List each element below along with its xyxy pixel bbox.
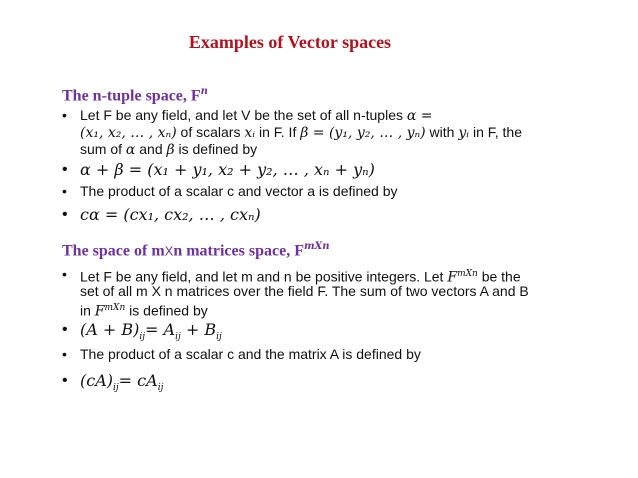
- math: α: [125, 142, 136, 158]
- text: with: [425, 124, 459, 140]
- heading-x: X: [164, 243, 174, 259]
- bullet: •: [62, 161, 68, 178]
- text: of scalars: [176, 124, 245, 140]
- bullet: •: [62, 183, 67, 199]
- math: = A: [145, 320, 176, 339]
- text: Let F be any field, and let V be the set of all n-tuples: [80, 107, 407, 123]
- math: β = (y₁, y₂, … , yₙ): [300, 125, 426, 141]
- heading-text: The n-tuple space, F: [62, 87, 201, 105]
- page-title: Examples of Vector spaces: [188, 32, 392, 52]
- math-subscript: ij: [139, 332, 146, 343]
- text: is defined by: [125, 302, 208, 319]
- sum-formula: α + β = (x₁ + y₁, x₂ + y₂, … , xₙ + yₙ): [80, 160, 375, 179]
- text: be the: [477, 268, 521, 285]
- math-subscript: ij: [216, 332, 222, 343]
- math: F: [447, 269, 458, 286]
- matrix-scalar-formula: [80, 372, 600, 397]
- heading-text: n matrices space, F: [173, 242, 304, 260]
- text: Let F be any field, and let m and n be positive integers. Let: [80, 268, 448, 285]
- math: (x₁, x₂, … , xₙ): [80, 125, 177, 141]
- math: (A + B): [80, 320, 140, 339]
- bullet-text-line: [80, 107, 600, 124]
- section-heading-matrices: [62, 241, 330, 260]
- bullet: •: [62, 266, 67, 282]
- math-superscript: mXn: [104, 303, 126, 313]
- text: in F. If: [255, 124, 301, 140]
- math-subscript: ij: [175, 332, 181, 343]
- bullet-text-line: [80, 300, 600, 320]
- math: α =: [406, 108, 433, 124]
- section-heading-n-tuple: [62, 86, 208, 105]
- math: (cA): [80, 371, 113, 390]
- text: in: [80, 302, 95, 319]
- bullet: •: [62, 107, 67, 123]
- bullet-text-line: set of all m X n matrices over the field F. The sum of two vectors A and B: [80, 283, 529, 299]
- bullet-text-line: [80, 141, 600, 158]
- bullet: •: [62, 321, 68, 338]
- math: yᵢ: [458, 125, 470, 141]
- matrix-sum-formula: [80, 321, 600, 346]
- text: and: [135, 141, 167, 157]
- math: + B: [180, 320, 217, 339]
- math: F: [94, 303, 105, 320]
- math-subscript: ij: [113, 383, 119, 394]
- bullet-text: The product of a scalar c and the matrix A is defined by: [80, 346, 421, 362]
- math: = cA: [118, 371, 158, 390]
- heading-superscript: n: [200, 86, 208, 97]
- text: sum of: [80, 141, 126, 157]
- heading-text: The space of m: [62, 242, 165, 260]
- scalar-product-formula: cα = (cx₁, cx₂, … , cxₙ): [80, 205, 261, 224]
- bullet: •: [62, 206, 68, 223]
- text: in F, the: [469, 124, 522, 140]
- bullet: •: [62, 372, 68, 389]
- bullet-text-line: [80, 124, 600, 141]
- bullet-text: The product of a scalar c and vector a is defined by: [80, 183, 398, 199]
- math: xᵢ: [244, 125, 256, 141]
- bullet: •: [62, 346, 67, 362]
- text: is defined by: [174, 141, 258, 157]
- heading-superscript: mXn: [303, 241, 330, 252]
- math: β: [166, 142, 175, 158]
- math-superscript: mXn: [457, 269, 478, 279]
- math-subscript: ij: [157, 383, 164, 394]
